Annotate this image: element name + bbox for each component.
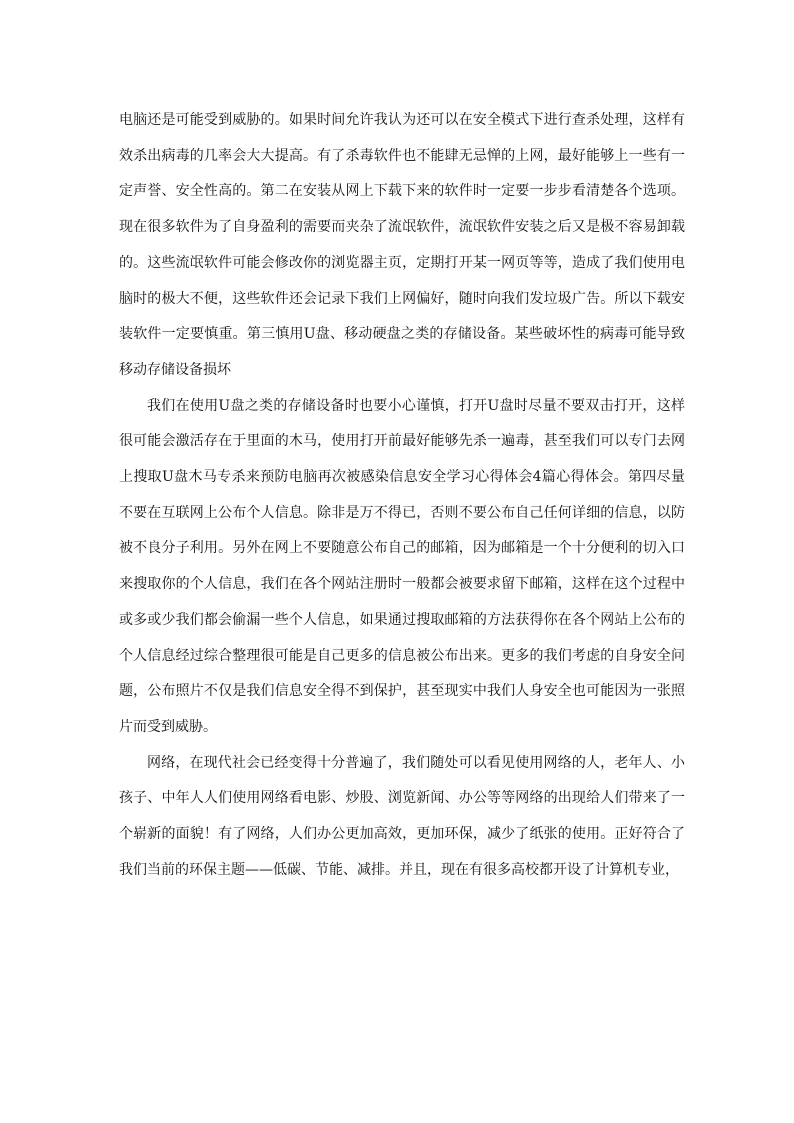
document-body <box>119 103 685 888</box>
paragraph-1: 电脑还是可能受到威胁的。如果时间允许我认为还可以在安全模式下进行查杀处理，这样有效杀出病毒的几率会大大提高。有了杀毒软件也不能肆无忌惮的上网，最好能够上一些有一定声誉、安全性高的。第二在安装从网上下载下来的软件时一定要一步步看清楚各个选项。现在很多软件为了自身盈利的需要而夹杂了流氓软件，流氓软件安装之后又是极不容易卸载的。这些流氓软件可能会修改你的浏览器主页，定期打开某一网页等等，造成了我们使用电脑时的极大不便，这些软件还会记录下我们上网偏好，随时向我们发垃圾广告。所以下载安装软件一定要慎重。第三慎用U盘、移动硬盘之类的存储设备。某些破坏性的病毒可能导致移动存储设备损坏 <box>119 112 685 378</box>
paragraph-2: 我们在使用U盘之类的存储设备时也要小心谨慎，打开U盘时尽量不要双击打开，这样很可能会激活存在于里面的木马，使用打开前最好能够先杀一遍毒，甚至我们可以专门去网上搜取U盘木马专杀来预防电脑再次被感染信息安全学习心得体会4篇心得体会。第四尽量不要在互联网上公布个人信息。除非是万不得已，否则不要公布自己任何详细的信息，以防被不良分子利用。另外在网上不要随意公布自己的邮箱，因为邮箱是一个十分便利的切入口来搜取你的个人信息，我们在各个网站注册时一般都会被要求留下邮箱，这样在这个过程中或多或少我们都会偷漏一些个人信息，如果通过搜取邮箱的方法获得你在各个网站上公布的个人信息经过综合整理很可能是自己更多的信息被公布出来。更多的我们考虑的自身安全问题，公布照片不仅是我们信息安全得不到保护，甚至现实中我们人身安全也可能因为一张照片而受到威胁。 <box>119 397 685 735</box>
paragraph-3: 网络，在现代社会已经变得十分普遍了，我们随处可以看见使用网络的人，老年人、小孩子、中年人人们使用网络看电影、炒股、浏览新闻、办公等等网络的出现给人们带来了一个崭新的面貌！有了网络，人们办公更加高效，更加环保，减少了纸张的使用。正好符合了我们当前的环保主题——低碳、节能、减排。并且，现在有很多高校都开设了计算机专业， <box>119 754 685 878</box>
